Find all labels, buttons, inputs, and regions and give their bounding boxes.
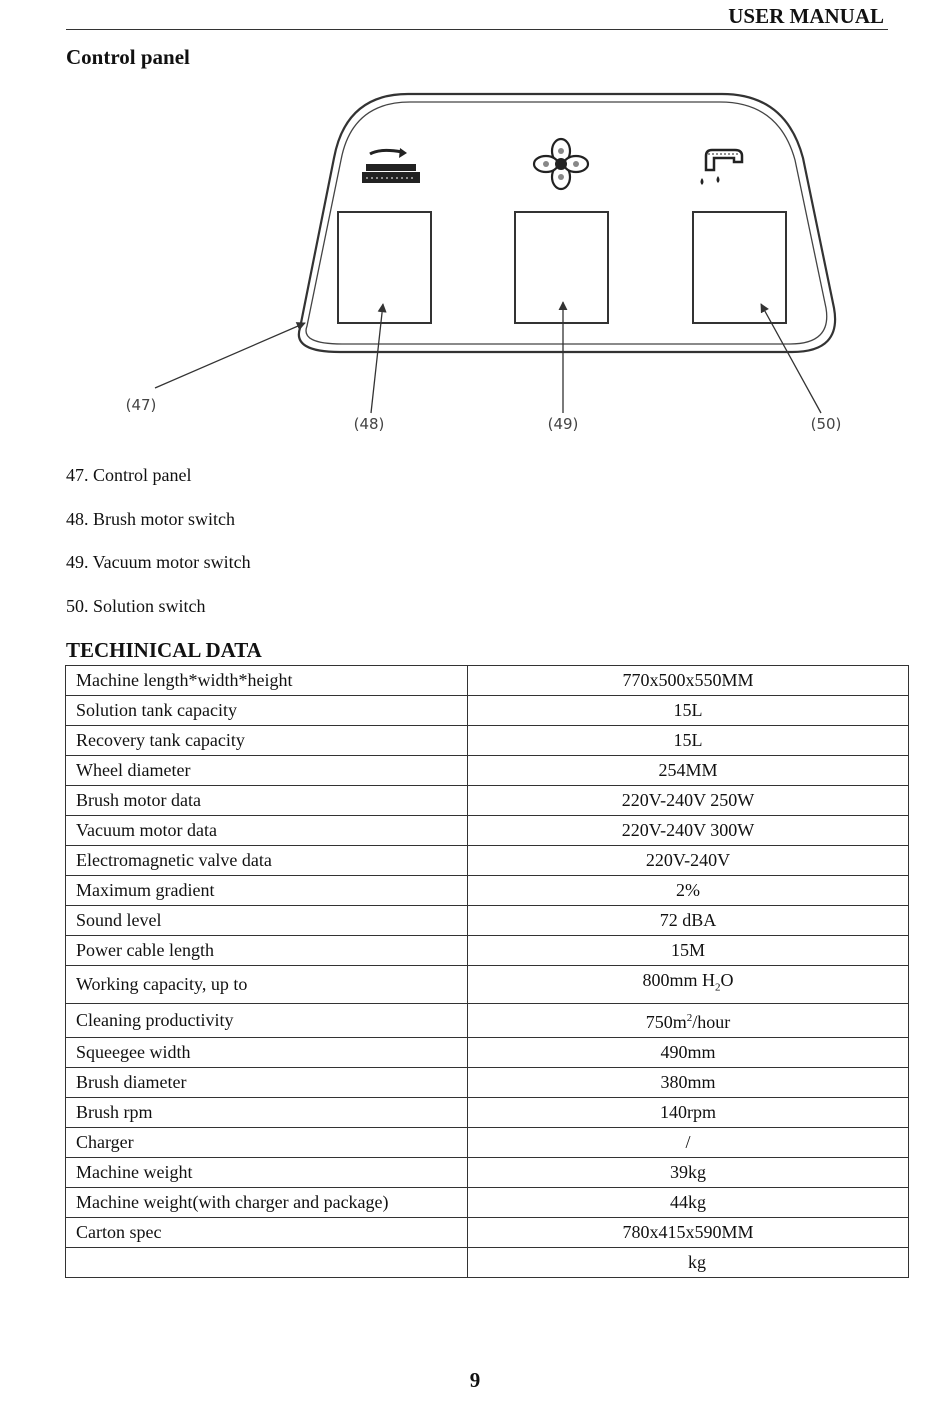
spec-value: 780x415x590MM <box>468 1217 909 1247</box>
spec-value <box>468 1003 909 1037</box>
header-divider <box>66 29 888 30</box>
spec-value: 15M <box>468 936 909 966</box>
table-row <box>66 1037 909 1067</box>
spec-value-tail: /hour <box>692 1011 731 1032</box>
spec-value-subscript: 2 <box>715 981 721 994</box>
spec-label: Solution tank capacity <box>66 696 468 726</box>
solution-valve-icon <box>701 150 743 185</box>
table-row <box>66 876 909 906</box>
spec-label: Sound level <box>66 906 468 936</box>
spec-label: Carton spec <box>66 1217 468 1247</box>
table-row <box>66 696 909 726</box>
spec-value-main: 750m <box>645 1011 687 1032</box>
spec-value: 220V-240V 300W <box>468 816 909 846</box>
callout-arrow-50 <box>761 304 821 413</box>
legend-item: 50. Solution switch <box>66 596 206 616</box>
spec-value: / <box>468 1127 909 1157</box>
table-row <box>66 1067 909 1097</box>
control-panel-diagram <box>0 80 950 440</box>
table-row <box>66 1247 909 1277</box>
spec-label: Squeegee width <box>66 1037 468 1067</box>
technical-data-table <box>65 665 909 1278</box>
spec-label <box>66 1247 468 1277</box>
spec-label: Electromagnetic valve data <box>66 846 468 876</box>
spec-label: Machine length*width*height <box>66 666 468 696</box>
table-row <box>66 1217 909 1247</box>
spec-value: 380mm <box>468 1067 909 1097</box>
table-row <box>66 1187 909 1217</box>
spec-value: 220V-240V <box>468 846 909 876</box>
table-row <box>66 666 909 696</box>
spec-label: Working capacity, up to <box>66 966 468 1004</box>
spec-label: Brush diameter <box>66 1067 468 1097</box>
legend-item: 48. Brush motor switch <box>66 509 235 529</box>
spec-value: 15L <box>468 696 909 726</box>
spec-label: Charger <box>66 1127 468 1157</box>
section-title: Control panel <box>66 45 190 69</box>
spec-value <box>468 966 909 1004</box>
table-row <box>66 756 909 786</box>
table-row <box>66 1157 909 1187</box>
spec-value: 140rpm <box>468 1097 909 1127</box>
spec-label: Vacuum motor data <box>66 816 468 846</box>
spec-value: 254MM <box>468 756 909 786</box>
spec-value: 44kg <box>468 1187 909 1217</box>
spec-value: 15L <box>468 726 909 756</box>
spec-label: Wheel diameter <box>66 756 468 786</box>
callout-arrow-47 <box>155 323 305 388</box>
callout-49: (49) <box>547 415 579 433</box>
callout-50: (50) <box>810 415 842 433</box>
table-row <box>66 1097 909 1127</box>
vacuum-motor-switch <box>515 212 608 323</box>
table-row <box>66 1003 909 1037</box>
spec-value: 770x500x550MM <box>468 666 909 696</box>
solution-switch <box>693 212 786 323</box>
table-row <box>66 726 909 756</box>
spec-label: Maximum gradient <box>66 876 468 906</box>
spec-label: Brush motor data <box>66 786 468 816</box>
spec-value: 2% <box>468 876 909 906</box>
spec-label: Recovery tank capacity <box>66 726 468 756</box>
technical-data-title: TECHINICAL DATA <box>66 638 262 662</box>
table-row <box>66 966 909 1004</box>
spec-value: 490mm <box>468 1037 909 1067</box>
panel-inner-outline <box>306 102 827 344</box>
header-title: USER MANUAL <box>728 4 884 28</box>
spec-label: Power cable length <box>66 936 468 966</box>
table-row <box>66 906 909 936</box>
brush-motor-switch <box>338 212 431 323</box>
brush-motor-icon <box>362 148 420 183</box>
spec-value: 72 dBA <box>468 906 909 936</box>
spec-value: kg <box>468 1247 909 1277</box>
table-row <box>66 846 909 876</box>
table-row <box>66 936 909 966</box>
table-row <box>66 1127 909 1157</box>
spec-value-tail: O <box>720 970 734 990</box>
spec-label: Machine weight(with charger and package) <box>66 1187 468 1217</box>
callout-48: (48) <box>353 415 385 433</box>
spec-value: 220V-240V 250W <box>468 786 909 816</box>
spec-value-superscript: 2 <box>686 1011 693 1024</box>
spec-value-main: 800mm H <box>642 970 715 990</box>
table-row <box>66 786 909 816</box>
spec-label: Machine weight <box>66 1157 468 1187</box>
table-row <box>66 816 909 846</box>
spec-value: 39kg <box>468 1157 909 1187</box>
callout-arrow-48 <box>371 304 383 413</box>
page-number: 9 <box>469 1368 481 1392</box>
panel-outer-outline <box>299 94 835 352</box>
spec-label: Cleaning productivity <box>66 1003 468 1037</box>
legend-item: 47. Control panel <box>66 465 192 485</box>
vacuum-fan-icon <box>534 139 588 189</box>
legend-item: 49. Vacuum motor switch <box>66 552 251 572</box>
callout-47: (47) <box>125 396 157 414</box>
spec-label: Brush rpm <box>66 1097 468 1127</box>
